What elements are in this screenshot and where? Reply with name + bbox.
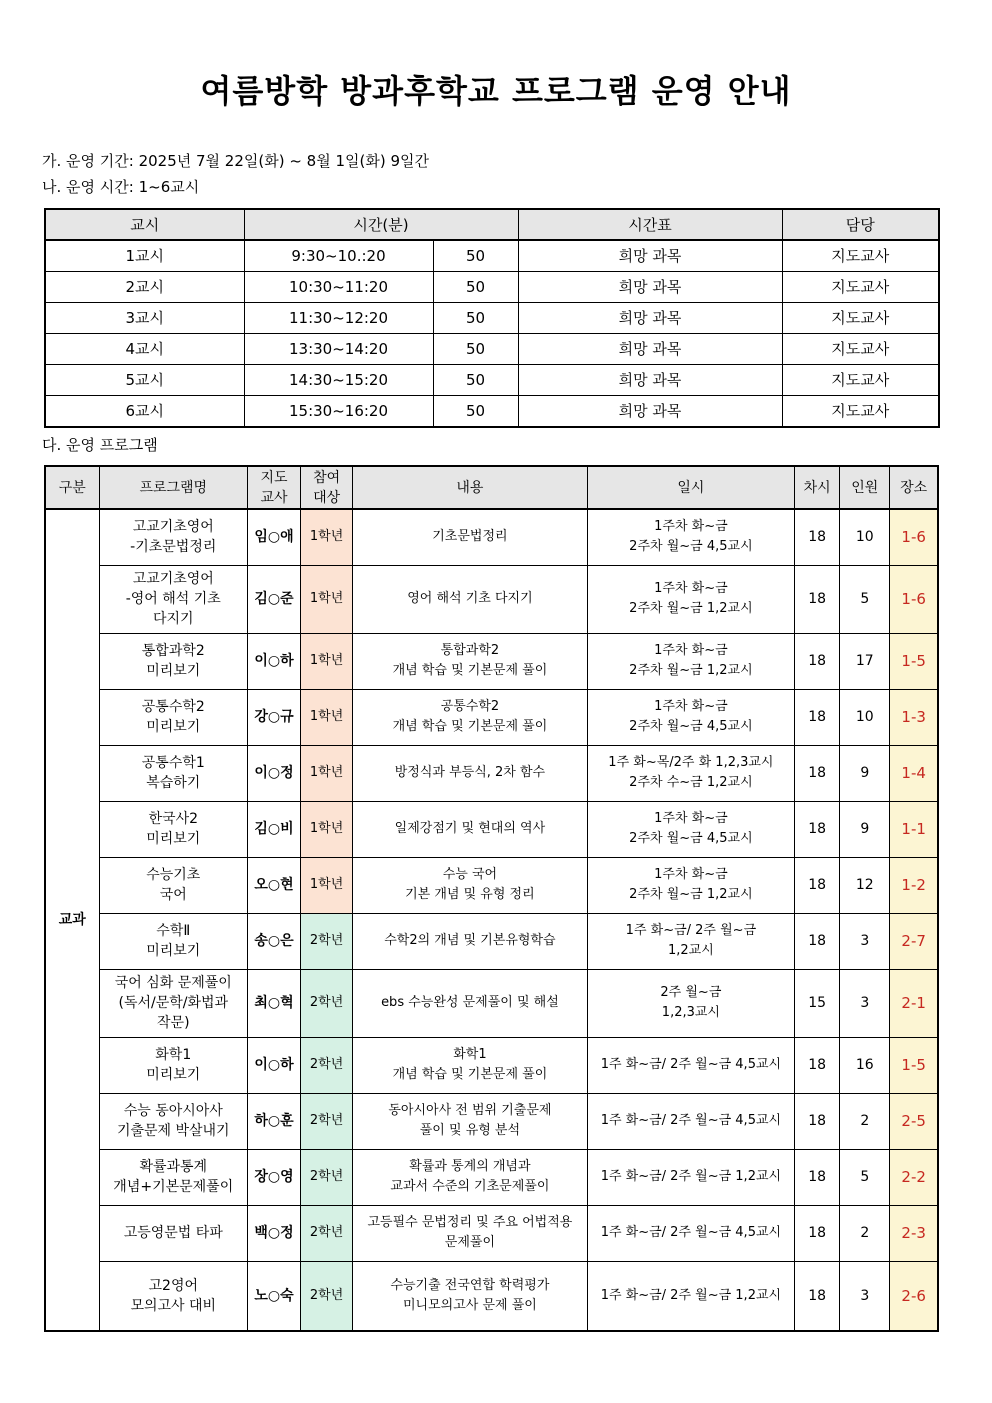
cell-line: 1주차 화~금 [654,699,728,714]
cell-line: 통합과학2 [141,643,205,659]
schedule-row [45,240,939,272]
schedule-time: 15:30~16:20 [244,396,433,428]
program-date [587,1149,794,1205]
cell-line: 국어 심화 문제풀이 [114,975,232,991]
program-teacher: 노○숙 [247,1261,300,1331]
program-people: 9 [840,745,890,801]
cell-line: 고2영어 [148,1277,199,1294]
header-target [301,466,353,509]
program-people: 5 [840,565,890,633]
program-name [99,509,247,565]
schedule-period: 3교시 [45,303,244,334]
program-target: 1학년 [301,689,353,745]
program-name [99,913,247,969]
program-date [587,633,794,689]
program-name [99,801,247,857]
program-content [353,1093,588,1149]
program-table [44,465,939,1332]
program-teacher: 이○하 [247,1037,300,1093]
cell-line: 작문) [157,1015,190,1031]
program-people: 17 [840,633,890,689]
schedule-period: 1교시 [45,240,244,272]
program-name [99,565,247,633]
program-people: 3 [840,969,890,1037]
program-people: 3 [840,913,890,969]
cell-line: 기출문제 박살내기 [116,1123,230,1139]
header-name: 프로그램명 [99,466,247,509]
schedule-charge: 지도교사 [782,396,939,428]
program-row [45,913,938,969]
cell-line: 복습하기 [146,775,201,791]
program-target: 2학년 [301,1037,353,1093]
program-place: 1-1 [890,801,938,857]
cell-line: 영어 해석 기초 다지기 [407,591,533,606]
cell-line: 1주차 화~금 [654,581,728,596]
cell-line: 1주 화~금/ 2주 월~금 4,5교시 [600,1113,782,1128]
cell-line: 확률과통계 [139,1159,208,1175]
program-sessions: 18 [795,1261,840,1331]
cell-line: 1주차 화~금 [654,811,728,826]
cell-line: 모의고사 대비 [130,1297,217,1314]
program-teacher: 송○은 [247,913,300,969]
cell-line: 방정식과 부등식, 2차 함수 [394,765,546,780]
cell-line: 고교기초영어 [132,519,214,536]
program-row [45,689,938,745]
cell-line: 동아시아사 전 범위 기출문제 [388,1103,552,1118]
header-teacher-1: 지도 [260,469,288,486]
time-line: 나. 운영 시간: 1~6교시 [42,178,200,196]
program-date [587,913,794,969]
program-date [587,801,794,857]
category-cell: 교과 [45,509,99,1331]
header-teacher [247,466,300,509]
program-sessions: 18 [795,745,840,801]
program-date [587,857,794,913]
program-content [353,509,588,565]
program-teacher: 임○애 [247,509,300,565]
program-row [45,1261,938,1331]
schedule-minutes: 50 [433,272,518,303]
program-target: 2학년 [301,1093,353,1149]
program-date [587,1093,794,1149]
cell-line: -영어 해석 기초 [125,591,221,607]
cell-line: 1주차 화~금 [654,519,728,535]
program-header-row [45,466,938,509]
program-teacher: 백○정 [247,1205,300,1261]
header-charge: 담당 [782,209,939,240]
schedule-timetable: 희망 과목 [518,240,782,272]
program-name [99,689,247,745]
program-row [45,857,938,913]
program-date [587,565,794,633]
program-teacher: 강○규 [247,689,300,745]
program-teacher: 장○영 [247,1149,300,1205]
cell-line: 기초문법정리 [432,529,508,545]
cell-line: 교과서 수준의 기초문제풀이 [390,1179,550,1194]
cell-line: 1,2,3교시 [661,1005,720,1020]
program-sessions: 18 [795,689,840,745]
schedule-period: 6교시 [45,396,244,428]
cell-line: 2주 월~금 [660,985,722,1000]
program-people: 10 [840,509,890,565]
cell-line: 수학2의 개념 및 기본유형학습 [384,933,556,948]
schedule-minutes: 50 [433,303,518,334]
schedule-period: 5교시 [45,365,244,396]
program-people: 3 [840,1261,890,1331]
program-people: 16 [840,1037,890,1093]
cell-line: 수능 국어 [442,867,498,882]
cell-line: 통합과학2 [440,643,500,658]
program-place: 1-4 [890,745,938,801]
cell-line: 고등필수 문법정리 및 주요 어법적용 [367,1215,573,1230]
program-date [587,1037,794,1093]
cell-line: 고등영문법 타파 [123,1225,223,1241]
program-people: 9 [840,801,890,857]
cell-line: 고교기초영어 [132,571,214,587]
program-row [45,1205,938,1261]
header-teacher-2: 교사 [260,489,288,506]
program-sessions: 18 [795,1037,840,1093]
program-name [99,633,247,689]
program-place: 1-6 [890,509,938,565]
program-target: 2학년 [301,1261,353,1331]
program-place: 2-2 [890,1149,938,1205]
program-sessions: 18 [795,801,840,857]
header-category: 구분 [45,466,99,509]
cell-line: 미리보기 [146,663,201,679]
program-row [45,801,938,857]
cell-line: 미니모의고사 문제 풀이 [402,1297,537,1313]
schedule-table [44,208,940,428]
program-place: 2-5 [890,1093,938,1149]
program-date [587,1261,794,1331]
cell-line: 1주 화~금/ 2주 월~금 1,2교시 [600,1287,782,1303]
header-target-2: 대상 [313,489,341,506]
schedule-period: 2교시 [45,272,244,303]
program-name [99,1037,247,1093]
program-target: 2학년 [301,913,353,969]
program-people: 5 [840,1149,890,1205]
program-place: 2-7 [890,913,938,969]
cell-line: 1주 화~목/2주 화 1,2,3교시 [608,755,774,770]
program-content [353,633,588,689]
program-content [353,1205,588,1261]
schedule-charge: 지도교사 [782,272,939,303]
cell-line: 2주차 월~금 4,5교시 [629,719,753,734]
program-name [99,1261,247,1331]
program-teacher: 이○정 [247,745,300,801]
program-content [353,1149,588,1205]
cell-line: 개념+기본문제풀이 [113,1179,234,1195]
program-content [353,1261,588,1331]
program-people: 10 [840,689,890,745]
schedule-charge: 지도교사 [782,365,939,396]
cell-line: 화학1 [453,1047,487,1062]
cell-line: 화학1 [155,1047,192,1063]
program-people: 12 [840,857,890,913]
program-teacher: 하○훈 [247,1093,300,1149]
schedule-time: 10:30~11:20 [244,272,433,303]
schedule-timetable: 희망 과목 [518,272,782,303]
cell-line: 개념 학습 및 기본문제 풀이 [392,663,548,678]
program-sessions: 18 [795,1149,840,1205]
program-row [45,1149,938,1205]
program-line: 다. 운영 프로그램 [42,436,158,454]
schedule-time: 9:30~10.:20 [244,240,433,272]
cell-line: 문제풀이 [444,1235,496,1250]
cell-line: -기초문법정리 [130,539,217,556]
program-date [587,969,794,1037]
schedule-timetable: 희망 과목 [518,334,782,365]
schedule-row [45,396,939,428]
cell-line: 1주차 화~금 [654,643,728,658]
header-time: 시간(분) [244,209,518,240]
cell-line: 공통수학2 [141,699,205,715]
program-people: 2 [840,1205,890,1261]
cell-line: 다지기 [152,611,194,627]
program-row [45,1037,938,1093]
cell-line: 개념 학습 및 기본문제 풀이 [392,719,548,734]
program-place: 1-5 [890,633,938,689]
cell-line: 1,2교시 [668,943,714,958]
program-sessions: 18 [795,509,840,565]
cell-line: 1주 화~금/ 2주 월~금 1,2교시 [600,1169,782,1184]
program-place: 2-3 [890,1205,938,1261]
program-row [45,745,938,801]
cell-line: 수능기출 전국연합 학력평가 [390,1277,550,1293]
program-date [587,1205,794,1261]
cell-line: 1주 화~금/ 2주 월~금 4,5교시 [600,1225,782,1240]
program-teacher: 이○하 [247,633,300,689]
cell-line: 2주차 월~금 1,2교시 [629,887,753,902]
schedule-row [45,334,939,365]
cell-line: (독서/문학/화법과 [118,995,229,1011]
cell-line: ebs 수능완성 문제풀이 및 해설 [381,995,559,1010]
program-content [353,913,588,969]
program-name [99,1149,247,1205]
program-content [353,565,588,633]
program-teacher: 최○혁 [247,969,300,1037]
program-target: 2학년 [301,1205,353,1261]
cell-line: 미리보기 [146,1067,201,1083]
header-period: 교시 [45,209,244,240]
program-name [99,857,247,913]
header-place: 장소 [890,466,938,509]
period-line: 가. 운영 기간: 2025년 7월 22일(화) ~ 8월 1일(화) 9일간 [42,152,430,170]
program-sessions: 18 [795,1093,840,1149]
program-content [353,969,588,1037]
program-content [353,801,588,857]
program-sessions: 18 [795,633,840,689]
cell-line: 기본 개념 및 유형 정리 [405,887,535,902]
program-name [99,1205,247,1261]
program-target: 1학년 [301,745,353,801]
program-row [45,969,938,1037]
program-name [99,969,247,1037]
cell-line: 수능 동아시아사 [123,1103,223,1119]
cell-line: 2주차 월~금 1,2교시 [629,663,753,678]
program-sessions: 18 [795,913,840,969]
cell-line: 풀이 및 유형 분석 [419,1123,521,1138]
schedule-minutes: 50 [433,334,518,365]
program-row [45,565,938,633]
program-place: 1-3 [890,689,938,745]
program-place: 1-2 [890,857,938,913]
program-target: 1학년 [301,633,353,689]
program-date [587,745,794,801]
cell-line: 수학Ⅱ [156,923,191,939]
schedule-row [45,365,939,396]
cell-line: 국어 [159,887,187,903]
program-place: 2-1 [890,969,938,1037]
schedule-header-row [45,209,939,240]
program-content [353,1037,588,1093]
cell-line: 1주차 화~금 [654,867,728,882]
program-content [353,745,588,801]
cell-line: 2주차 월~금 1,2교시 [629,601,753,616]
program-target: 1학년 [301,565,353,633]
cell-line: 미리보기 [146,943,201,959]
header-content: 내용 [353,466,588,509]
program-place: 1-5 [890,1037,938,1093]
program-sessions: 18 [795,857,840,913]
program-content [353,689,588,745]
cell-line: 2주차 수~금 1,2교시 [629,775,753,790]
schedule-minutes: 50 [433,365,518,396]
program-teacher: 김○준 [247,565,300,633]
program-target: 2학년 [301,969,353,1037]
cell-line: 2주차 월~금 4,5교시 [629,831,753,846]
program-row [45,1093,938,1149]
program-target: 1학년 [301,801,353,857]
program-content [353,857,588,913]
program-row [45,509,938,565]
cell-line: 공통수학2 [440,699,500,714]
cell-line: 한국사2 [148,811,199,827]
program-name [99,1093,247,1149]
program-target: 1학년 [301,857,353,913]
cell-line: 수능기초 [146,867,201,883]
program-sessions: 15 [795,969,840,1037]
program-date [587,509,794,565]
program-date [587,689,794,745]
program-place: 2-6 [890,1261,938,1331]
schedule-minutes: 50 [433,396,518,428]
schedule-time: 14:30~15:20 [244,365,433,396]
header-sessions: 차시 [795,466,840,509]
schedule-row [45,272,939,303]
program-people: 2 [840,1093,890,1149]
header-timetable: 시간표 [518,209,782,240]
cell-line: 공통수학1 [141,755,205,771]
header-date: 일시 [587,466,794,509]
program-target: 2학년 [301,1149,353,1205]
program-row [45,633,938,689]
schedule-timetable: 희망 과목 [518,365,782,396]
cell-line: 미리보기 [146,831,201,847]
schedule-minutes: 50 [433,240,518,272]
page-title: 여름방학 방과후학교 프로그램 운영 안내 [200,72,792,110]
schedule-timetable: 희망 과목 [518,303,782,334]
schedule-time: 11:30~12:20 [244,303,433,334]
schedule-row [45,303,939,334]
schedule-charge: 지도교사 [782,303,939,334]
schedule-timetable: 희망 과목 [518,396,782,428]
cell-line: 일제강점기 및 현대의 역사 [394,821,546,836]
program-name [99,745,247,801]
cell-line: 1주 화~금/ 2주 월~금 4,5교시 [600,1057,782,1072]
schedule-charge: 지도교사 [782,240,939,272]
cell-line: 확률과 통계의 개념과 [409,1159,531,1174]
schedule-period: 4교시 [45,334,244,365]
header-people: 인원 [840,466,890,509]
header-target-1: 참여 [313,469,341,486]
program-teacher: 김○비 [247,801,300,857]
cell-line: 1주 화~금/ 2주 월~금 [625,923,757,938]
program-place: 1-6 [890,565,938,633]
schedule-charge: 지도교사 [782,334,939,365]
program-target: 1학년 [301,509,353,565]
cell-line: 개념 학습 및 기본문제 풀이 [392,1067,548,1082]
program-sessions: 18 [795,1205,840,1261]
cell-line: 2주차 월~금 4,5교시 [629,539,753,555]
cell-line: 미리보기 [146,719,201,735]
schedule-time: 13:30~14:20 [244,334,433,365]
program-teacher: 오○현 [247,857,300,913]
program-sessions: 18 [795,565,840,633]
